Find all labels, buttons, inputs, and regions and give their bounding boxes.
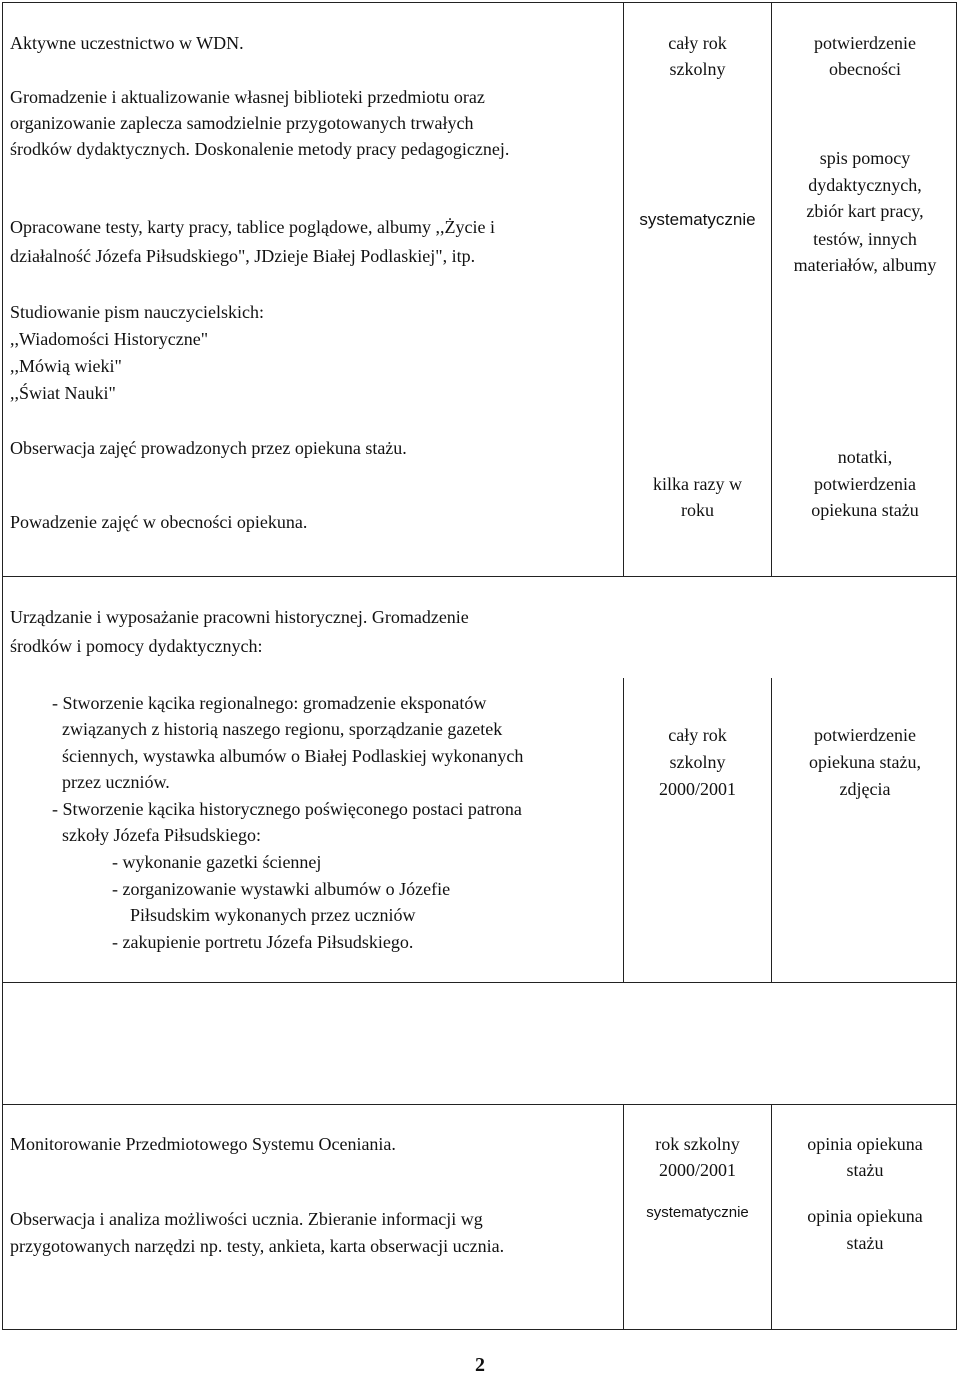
term-text: systematycznie: [639, 210, 756, 229]
task-text: - Stworzenie kącika regionalnego: gromadzenie eksponatów: [52, 693, 487, 713]
term-text: szkolny: [669, 752, 726, 772]
term-text: rok szkolny: [655, 1134, 740, 1154]
task-text: Aktywne uczestnictwo w WDN.: [10, 33, 244, 53]
task-text: przez uczniów.: [62, 772, 170, 792]
proof-text: zbiór kart pracy,: [806, 201, 924, 221]
row-divider: [2, 1104, 957, 1105]
term-text: 2000/2001: [658, 779, 736, 799]
term-text: systematycznie: [646, 1204, 749, 1221]
proof-text: potwierdzenie: [814, 725, 916, 745]
proof-text: stażu: [846, 1233, 884, 1253]
task-text: - wykonanie gazetki ściennej: [112, 852, 322, 872]
task-text: ,,Mówią wieki": [10, 356, 122, 376]
task-text: Opracowane testy, karty pracy, tablice poglądowe, albumy ,,Życie i: [10, 217, 495, 237]
proof-text: stażu: [846, 1160, 884, 1180]
column-divider: [623, 678, 624, 982]
column-divider: [771, 678, 772, 982]
term-text: kilka razy w: [653, 474, 742, 494]
task-text: środków i pomocy dydaktycznych:: [10, 636, 263, 656]
proof-text: potwierdzenie: [814, 33, 916, 53]
page-number: 2: [475, 1354, 485, 1376]
proof-text: opinia opiekuna: [807, 1134, 923, 1154]
task-text: ,,Świat Nauki": [10, 383, 116, 403]
task-text: ,,Wiadomości Historyczne": [10, 329, 209, 349]
task-text: Urządzanie i wyposażanie pracowni historycznej. Gromadzenie: [10, 607, 469, 627]
row-divider: [2, 982, 957, 983]
proof-text: materiałów, albumy: [793, 255, 937, 275]
task-text: przygotowanych narzędzi np. testy, ankieta, karta obserwacji ucznia.: [10, 1236, 505, 1256]
task-text: organizowanie zaplecza samodzielnie przygotowanych trwałych: [10, 113, 474, 133]
term-text: cały rok: [668, 33, 727, 53]
task-text: Powadzenie zajęć w obecności opiekuna.: [10, 512, 308, 532]
proof-text: opiekuna stażu,: [809, 752, 921, 772]
row-divider: [2, 576, 957, 577]
term-text: roku: [681, 500, 714, 520]
task-text: szkoły Józefa Piłsudskiego:: [62, 825, 261, 845]
proof-text: notatki,: [837, 447, 893, 467]
task-text: ściennych, wystawka albumów o Białej Podlaskiej wykonanych: [62, 746, 524, 766]
task-text: - zorganizowanie wystawki albumów o Józefie: [112, 879, 451, 899]
proof-text: opiekuna stażu: [811, 500, 919, 520]
column-divider: [623, 1104, 624, 1330]
task-text: Obserwacja i analiza możliwości ucznia. Zbieranie informacji wg: [10, 1209, 483, 1229]
column-divider: [771, 2, 772, 576]
proof-text: spis pomocy: [819, 148, 911, 168]
proof-text: potwierdzenia: [814, 474, 916, 494]
term-text: cały rok: [668, 725, 727, 745]
column-divider: [771, 1104, 772, 1330]
task-text: Obserwacja zajęć prowadzonych przez opiekuna stażu.: [10, 438, 407, 458]
proof-text: dydaktycznych,: [808, 175, 922, 195]
term-text: 2000/2001: [658, 1160, 736, 1180]
task-text: Studiowanie pism nauczycielskich:: [10, 302, 264, 322]
task-text: środków dydaktycznych. Doskonalenie metody pracy pedagogicznej.: [10, 139, 510, 159]
task-text: - Stworzenie kącika historycznego poświęconego postaci patrona: [52, 799, 522, 819]
proof-text: obecności: [829, 59, 901, 79]
task-text: związanych z historią naszego regionu, sporządzanie gazetek: [62, 719, 503, 739]
proof-text: testów, innych: [813, 229, 917, 249]
proof-text: opinia opiekuna: [807, 1206, 923, 1226]
column-divider: [623, 2, 624, 576]
task-text: Piłsudskim wykonanych przez uczniów: [130, 905, 416, 925]
task-text: Gromadzenie i aktualizowanie własnej biblioteki przedmiotu oraz: [10, 87, 485, 107]
task-text: - zakupienie portretu Józefa Piłsudskiego.: [112, 932, 414, 952]
task-text: działalność Józefa Piłsudskiego", JDzieje Białej Podlaskiej", itp.: [10, 246, 476, 266]
term-text: szkolny: [669, 59, 726, 79]
proof-text: zdjęcia: [839, 779, 891, 799]
task-text: Monitorowanie Przedmiotowego Systemu Oceniania.: [10, 1134, 396, 1154]
